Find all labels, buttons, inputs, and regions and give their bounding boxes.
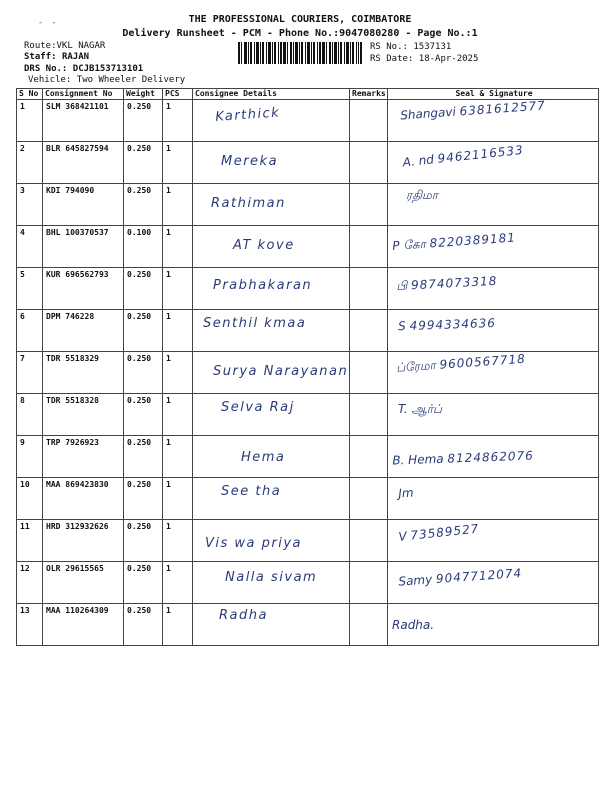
consignee-handwriting: Selva Raj — [221, 400, 295, 415]
consignee-handwriting: Prabhakaran — [213, 278, 313, 293]
weight-cell: 0.250 — [124, 436, 163, 478]
signature-cell — [388, 142, 599, 184]
weight-cell: 0.250 — [124, 604, 163, 646]
signature-cell — [388, 226, 599, 268]
signature-cell — [388, 394, 599, 436]
sno-cell: 13 — [17, 604, 43, 646]
consignee-handwriting: Surya Narayanan — [213, 364, 349, 379]
sno-cell: 3 — [17, 184, 43, 226]
consignee-cell — [193, 310, 350, 352]
pcs-cell: 1 — [163, 310, 193, 352]
table-row — [17, 604, 599, 646]
sno-cell: 7 — [17, 352, 43, 394]
table-row — [17, 310, 599, 352]
pcs-cell: 1 — [163, 520, 193, 562]
weight-cell: 0.250 — [124, 562, 163, 604]
consignee-cell — [193, 226, 350, 268]
table-row — [17, 226, 599, 268]
barcode-image — [238, 42, 362, 64]
consignee-handwriting: Vis wa priya — [205, 536, 303, 551]
signature-name: Jm — [397, 485, 414, 501]
staff-value: RAJAN — [61, 52, 90, 62]
signature-name: Samy — [397, 572, 433, 589]
weight-cell: 0.250 — [124, 142, 163, 184]
signature-handwriting — [388, 432, 599, 467]
col-header-signature: Seal & Signature — [388, 89, 599, 100]
table-row — [17, 100, 599, 142]
consignee-handwriting: Rathiman — [211, 196, 286, 211]
signature-phone: 9600567718 — [439, 351, 527, 372]
rs-no-value: 1537131 — [413, 42, 452, 52]
col-header-consignee: Consignee Details — [193, 89, 350, 100]
runsheet-subtitle: Delivery Runsheet - PCM - Phone No.:9047080280 - Page No.:1 — [122, 28, 478, 39]
consignment-no-cell: TDR 5518328 — [43, 394, 124, 436]
consignment-no-cell: BLR 645827594 — [43, 142, 124, 184]
consignment-no-cell: TDR 5518329 — [43, 352, 124, 394]
consignee-handwriting: AT kove — [233, 238, 295, 253]
consignment-no-cell: TRP 7926923 — [43, 436, 124, 478]
remarks-cell — [350, 604, 388, 646]
table-row — [17, 184, 599, 226]
signature-phone: 4994334636 — [409, 315, 497, 333]
consignee-handwriting: Hema — [241, 450, 286, 465]
remarks-cell — [350, 436, 388, 478]
weight-cell: 0.250 — [124, 478, 163, 520]
vehicle-value: Two Wheeler Delivery — [76, 75, 186, 85]
consignment-no-cell: DPM 746228 — [43, 310, 124, 352]
remarks-cell — [350, 226, 388, 268]
sno-cell: 1 — [17, 100, 43, 142]
consignee-cell — [193, 184, 350, 226]
signature-cell — [388, 520, 599, 562]
signature-name: Radha. — [392, 618, 435, 632]
signature-phone: 8124862076 — [447, 448, 534, 466]
sno-cell: 6 — [17, 310, 43, 352]
consignee-cell — [193, 562, 350, 604]
consignee-cell — [193, 436, 350, 478]
signature-handwriting — [388, 306, 599, 333]
route-line — [24, 41, 105, 52]
signature-cell — [388, 604, 599, 646]
signature-cell — [388, 268, 599, 310]
vehicle-line — [28, 75, 185, 86]
consignment-no-cell: MAA 110264309 — [43, 604, 124, 646]
consignee-cell — [193, 394, 350, 436]
signature-handwriting — [388, 604, 598, 632]
signature-phone: 8220389181 — [429, 230, 517, 251]
remarks-cell — [350, 562, 388, 604]
pcs-cell: 1 — [163, 268, 193, 310]
rs-date-value: 18-Apr-2025 — [418, 54, 479, 64]
signature-phone: 9874073318 — [410, 273, 498, 293]
signature-cell — [388, 310, 599, 352]
table-row — [17, 562, 599, 604]
staff-label: Staff: — [24, 52, 57, 62]
consignee-cell — [193, 520, 350, 562]
pcs-cell: 1 — [163, 604, 193, 646]
sno-cell: 9 — [17, 436, 43, 478]
consignment-no-cell: HRD 312932626 — [43, 520, 124, 562]
sno-cell: 5 — [17, 268, 43, 310]
weight-cell: 0.100 — [124, 226, 163, 268]
pcs-cell: 1 — [163, 226, 193, 268]
consignee-cell — [193, 268, 350, 310]
weight-cell: 0.250 — [124, 352, 163, 394]
signature-handwriting — [388, 184, 598, 204]
remarks-cell — [350, 142, 388, 184]
consignee-cell — [193, 478, 350, 520]
consignee-handwriting: Senthil kmaa — [203, 316, 307, 331]
signature-phone: 9047712074 — [435, 565, 523, 586]
table-row — [17, 142, 599, 184]
consignee-cell — [193, 352, 350, 394]
rs-no-label: RS No.: — [370, 42, 408, 52]
table-row — [17, 268, 599, 310]
consignee-handwriting: Nalla sivam — [225, 570, 318, 585]
consignee-cell — [193, 142, 350, 184]
corner-mark: - - — [38, 18, 59, 27]
remarks-cell — [350, 520, 388, 562]
table-row — [17, 520, 599, 562]
consignment-no-cell: KUR 696562793 — [43, 268, 124, 310]
signature-name: V — [397, 529, 408, 544]
remarks-cell — [350, 100, 388, 142]
table-row — [17, 394, 599, 436]
sno-cell: 10 — [17, 478, 43, 520]
drs-label: DRS No.: — [24, 64, 68, 74]
signature-cell — [388, 352, 599, 394]
remarks-cell — [350, 394, 388, 436]
pcs-cell: 1 — [163, 352, 193, 394]
signature-phone: 73589527 — [409, 521, 480, 543]
sno-cell: 8 — [17, 394, 43, 436]
weight-cell: 0.250 — [124, 520, 163, 562]
drs-value: DCJB153713101 — [72, 64, 144, 74]
signature-phone: 6381612577 — [459, 98, 547, 119]
col-header-remarks: Remarks — [350, 89, 388, 100]
signature-name: A. nd — [401, 152, 435, 170]
pcs-cell: 1 — [163, 436, 193, 478]
pcs-cell: 1 — [163, 394, 193, 436]
signature-handwriting — [388, 263, 599, 296]
pcs-cell: 1 — [163, 478, 193, 520]
vehicle-label: Vehicle: — [28, 75, 72, 85]
pcs-cell: 1 — [163, 142, 193, 184]
weight-cell: 0.250 — [124, 100, 163, 142]
signature-name: ரதிமா — [406, 188, 438, 202]
remarks-cell — [350, 478, 388, 520]
signature-phone: 9462116533 — [436, 142, 525, 166]
sno-cell: 12 — [17, 562, 43, 604]
signature-cell — [388, 184, 599, 226]
remarks-cell — [350, 268, 388, 310]
consignment-no-cell: OLR 29615565 — [43, 562, 124, 604]
signature-name: P கோ — [391, 236, 427, 254]
pcs-cell: 1 — [163, 184, 193, 226]
consignment-no-cell: SLM 368421101 — [43, 100, 124, 142]
drs-line — [24, 64, 143, 75]
consignee-cell — [193, 604, 350, 646]
consignment-no-cell: KDI 794090 — [43, 184, 124, 226]
consignee-handwriting: See tha — [221, 484, 282, 499]
signature-name: Shangavi — [399, 104, 457, 123]
route-label: Route: — [24, 41, 57, 51]
pcs-cell: 1 — [163, 562, 193, 604]
col-header-pcs: PCS — [163, 89, 193, 100]
staff-line — [24, 52, 89, 63]
signature-cell — [388, 562, 599, 604]
sno-cell: 11 — [17, 520, 43, 562]
route-value: VKL NAGAR — [56, 41, 106, 51]
remarks-cell — [350, 184, 388, 226]
consignee-handwriting: Mereka — [221, 154, 279, 169]
weight-cell: 0.250 — [124, 268, 163, 310]
sno-cell: 4 — [17, 226, 43, 268]
weight-cell: 0.250 — [124, 184, 163, 226]
signature-name: T. ஆர்ப் — [398, 402, 442, 416]
consignee-handwriting: Karthick — [214, 105, 281, 125]
table-row — [17, 352, 599, 394]
signature-name: B. Hema — [392, 451, 444, 468]
consignment-no-cell: MAA 869423830 — [43, 478, 124, 520]
table-row — [17, 436, 599, 478]
rs-number-line — [370, 42, 451, 52]
consignment-no-cell: BHL 100370537 — [43, 226, 124, 268]
remarks-cell — [350, 310, 388, 352]
weight-cell: 0.250 — [124, 394, 163, 436]
remarks-cell — [350, 352, 388, 394]
rs-date-line — [370, 54, 478, 64]
pcs-cell: 1 — [163, 100, 193, 142]
col-header-sno: S No — [17, 89, 43, 100]
company-title: THE PROFESSIONAL COURIERS, COIMBATORE — [188, 14, 412, 25]
consignee-handwriting: Radha — [219, 608, 268, 623]
col-header-weight: Weight — [124, 89, 163, 100]
signature-cell — [388, 436, 599, 478]
consignee-cell — [193, 100, 350, 142]
col-header-consignment: Consignment No — [43, 89, 124, 100]
signature-name: பி — [395, 278, 408, 294]
signature-name: S — [397, 319, 407, 334]
runsheet-table — [16, 88, 599, 646]
weight-cell: 0.250 — [124, 310, 163, 352]
signature-handwriting — [388, 394, 598, 418]
signature-name: ப்ரேமா — [395, 358, 437, 375]
table-row — [17, 478, 599, 520]
sno-cell: 2 — [17, 142, 43, 184]
rs-date-label: RS Date: — [370, 54, 414, 64]
